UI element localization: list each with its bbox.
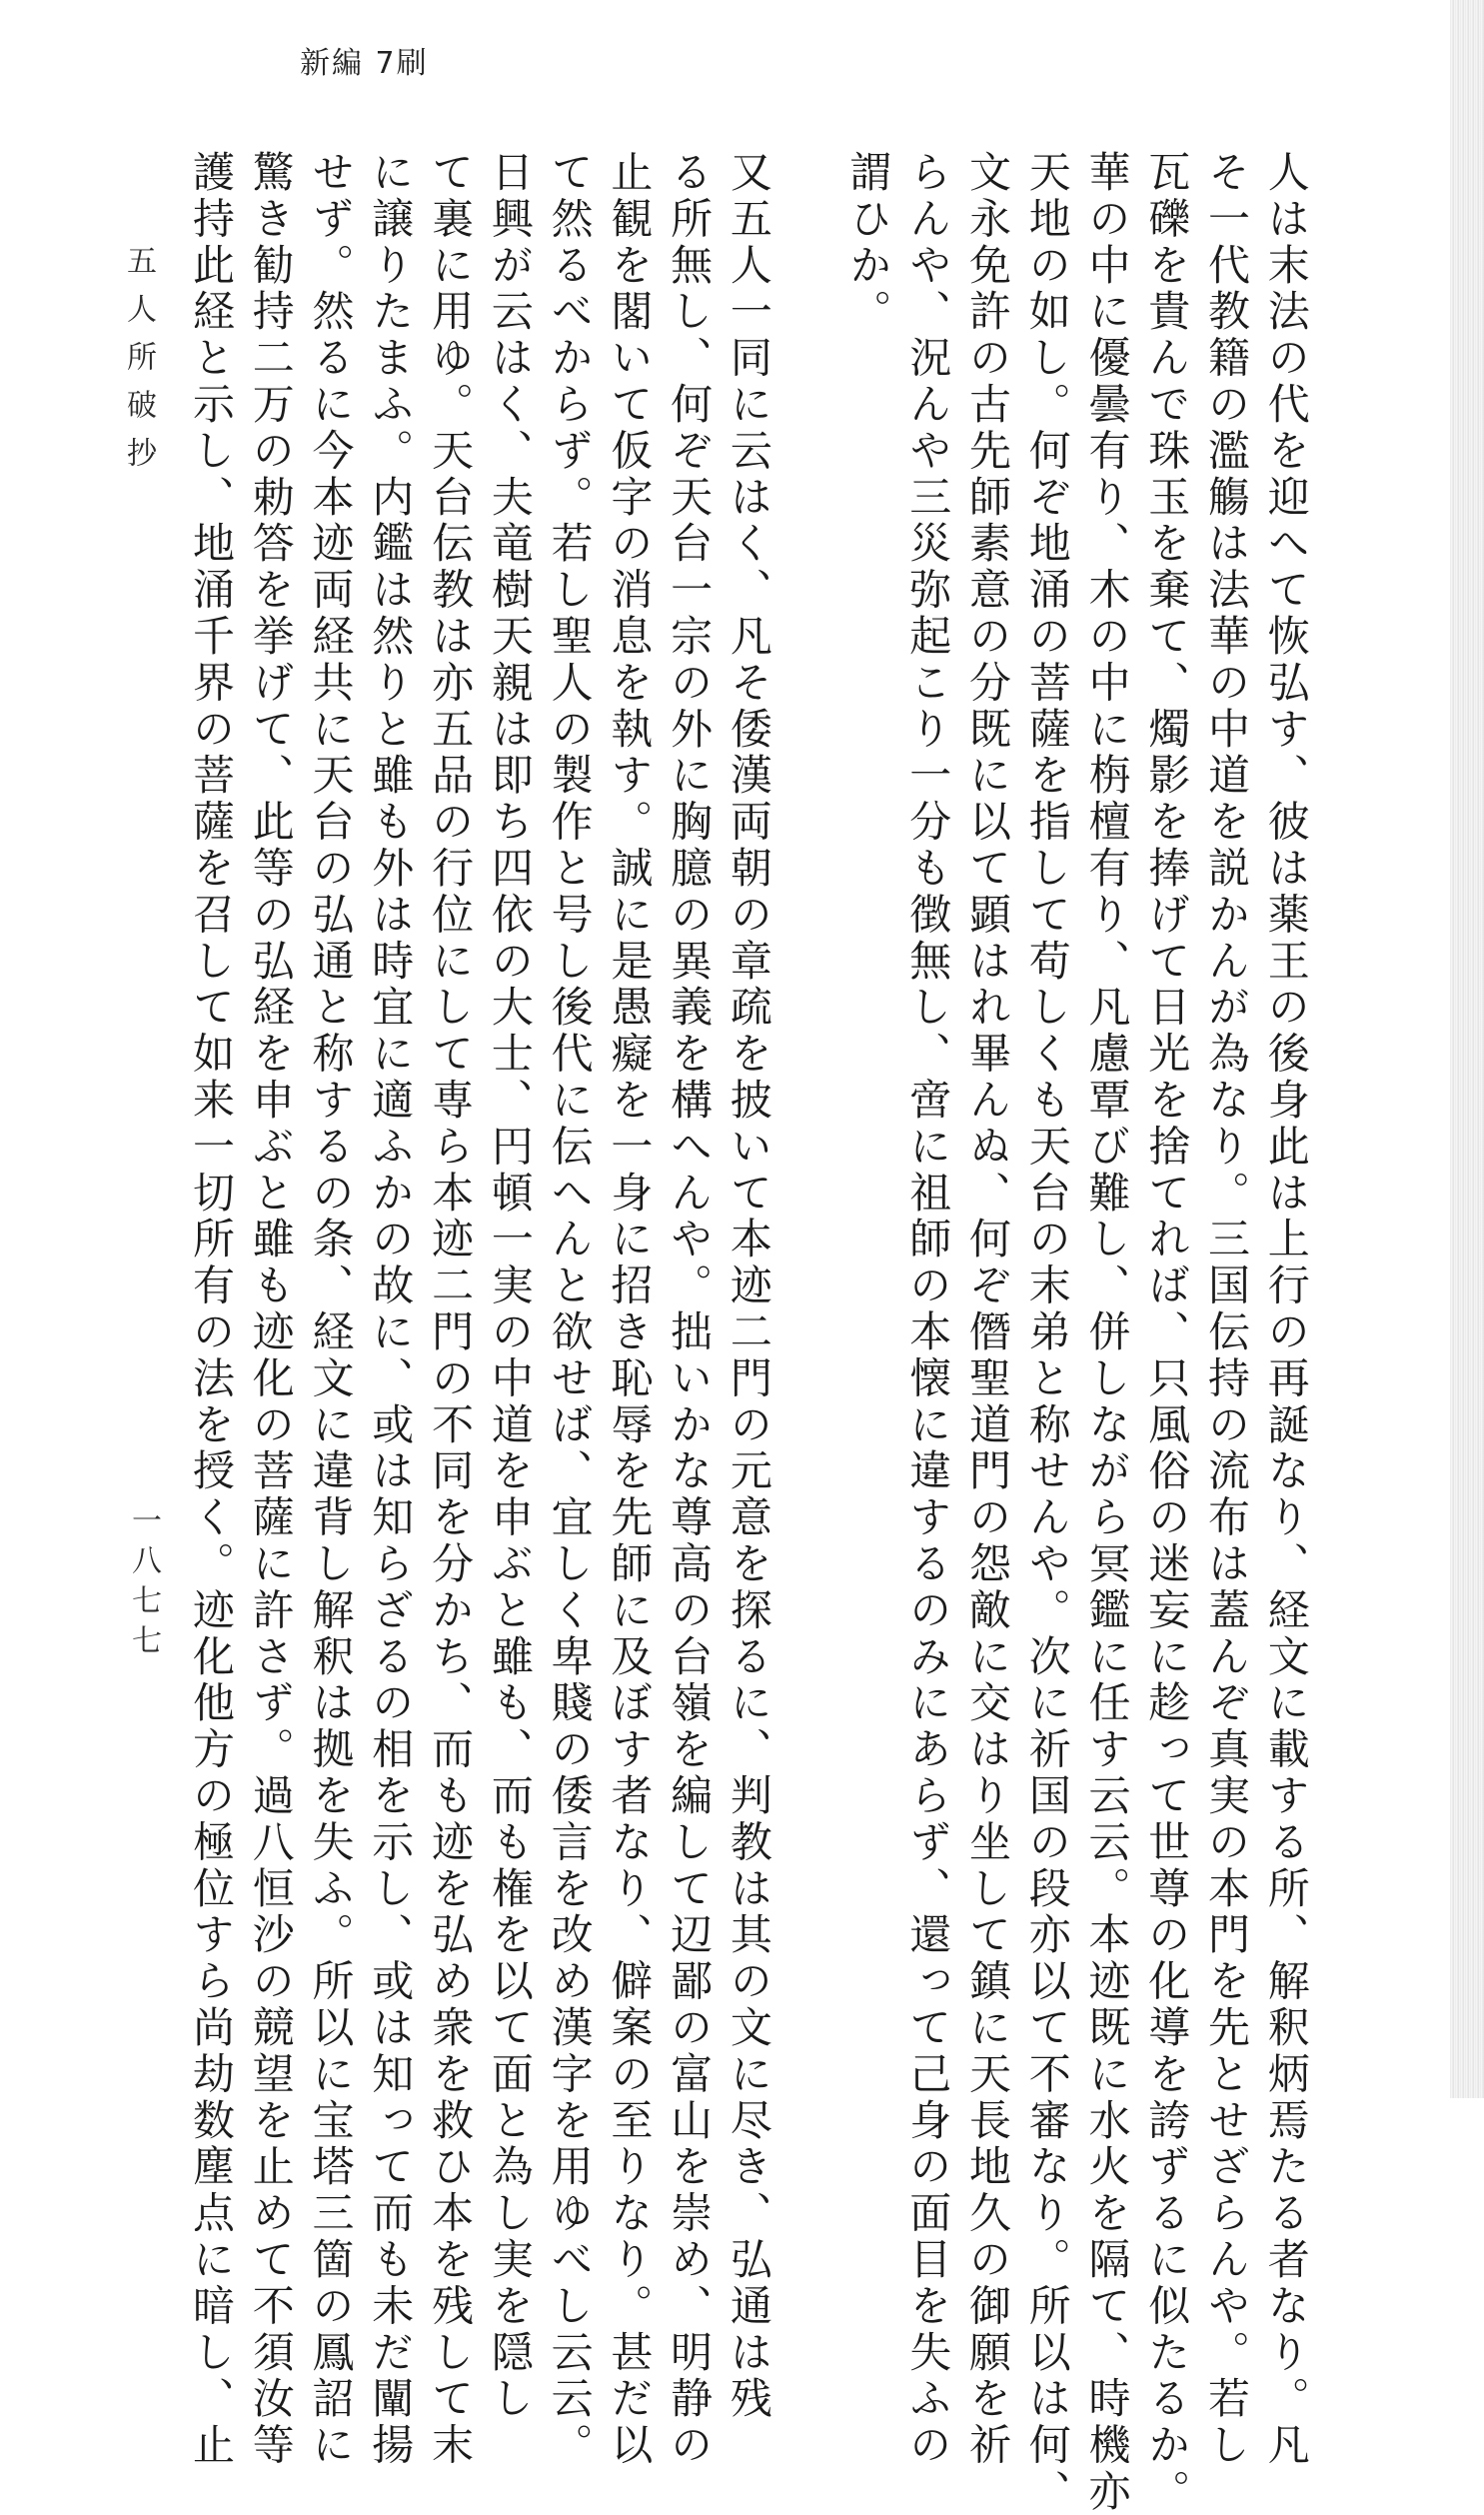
vertical-body-text bbox=[187, 150, 1311, 2515]
text-line: せず。然るに今本迹両経共に天台の弘通と称するの条、経文に違背し解釈は拠を失ふ。所以に宝塔三箇の鳳詔に bbox=[306, 150, 356, 2469]
text-line: 護持此経と示し、地涌千界の菩薩を召して如来一切所有の法を授く。迹化他方の極位すら尚劫数塵点に暗し、止 bbox=[187, 150, 236, 2469]
text-line: 天地の如し。何ぞ地涌の菩薩を指して苟しくも天台の末弟と称せんや。次に祈国の段亦以て不審なり。所以は何、 bbox=[1022, 150, 1072, 2515]
scan-edge-shading bbox=[1450, 0, 1484, 2098]
text-line: 止観を閣いて仮字の消息を執す。誠に是愚癡を一身に招き恥辱を先師に及ぼす者なり、僻案の至りなり。甚だ以 bbox=[605, 150, 655, 2469]
paragraph-gap bbox=[785, 150, 829, 1919]
text-line: 又五人一同に云はく、凡そ倭漢両朝の章疏を披いて本迹二門の元意を探るに、判教は其の文に尽き、弘通は残 bbox=[724, 150, 773, 2423]
text-line: そ一代教籍の濫觴は法華の中道を説かんが為なり。三国伝持の流布は蓋んぞ真実の本門を先とせざらんや。若し bbox=[1202, 150, 1252, 2469]
text-line: 日興が云はく、夫竜樹天親は即ち四依の大士、円頓一実の中道を申ぶと雖も、而も権を以て面と為し実を隠し bbox=[485, 150, 535, 2423]
text-line: 瓦礫を貴んで珠玉を棄て、燭影を捧げて日光を捨てれば、只風俗の迷妄に趁って世尊の化導を誇ずるに似たるか。 bbox=[1142, 150, 1192, 2515]
text-line: に譲りたまふ。内鑑は然りと雖も外は時宜に適ふかの故に、或は知らざるの相を示し、或は知って而も未だ闡揚 bbox=[366, 150, 416, 2469]
text-line: 文永免許の古先師素意の分既に以て顕はれ畢んぬ、何ぞ僭聖道門の怨敵に交はり坐して鎮に天長地久の御願を祈 bbox=[962, 150, 1012, 2469]
edition-label: 新編 7刷 bbox=[300, 46, 429, 81]
text-line: 華の中に優曇有り、木の中に栴檀有り、凡慮覃び難し、併しながら冥鑑に任す云云。本迹既に水火を隔て、時機亦 bbox=[1082, 150, 1132, 2515]
text-line: らんや、況んや三災弥起こり一分も徴無し、啻に祖師の本懐に違するのみにあらず、還って己身の面目を失ふの bbox=[903, 150, 953, 2469]
text-line: て然るべからず。若し聖人の製作と号し後代に伝へんと欲せば、宜しく卑賤の倭言を改め漢字を用ゆべし云云。 bbox=[545, 150, 595, 2469]
text-line: て裏に用ゆ。天台伝教は亦五品の行位にして専ら本迹二門の不同を分かち、而も迹を弘め衆を救ひ本を残して末 bbox=[426, 150, 476, 2469]
text-line: 人は末法の代を迎へて恢弘す、彼は薬王の後身此は上行の再誕なり、経文に載する所、解釈炳焉たる者なり。凡 bbox=[1261, 150, 1311, 2469]
text-line: 驚き勧持二万の勅答を挙げて、此等の弘経を申ぶと雖も迹化の菩薩に許さず。過八恒沙の競望を止めて不須汝等 bbox=[246, 150, 296, 2469]
text-line: る所無し、何ぞ天台一宗の外に胸臆の異義を構へんや。拙いかな尊高の台嶺を編して辺鄙の富山を崇め、明静の bbox=[665, 150, 715, 2469]
book-title: 五人所破抄 bbox=[121, 245, 156, 485]
page-number: 一八七七 bbox=[126, 1504, 161, 1664]
text-line: 謂ひか。 bbox=[843, 150, 893, 336]
